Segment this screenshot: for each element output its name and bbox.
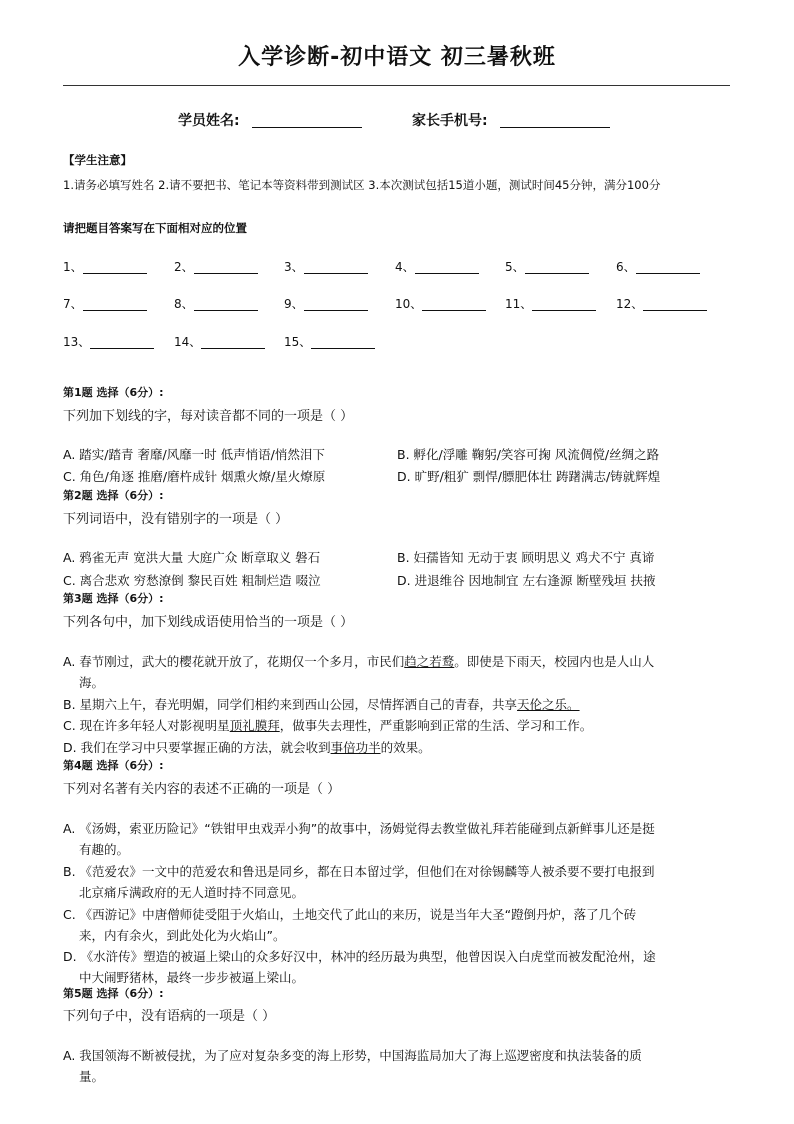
student-name-label: 学员姓名: [178, 113, 240, 129]
option-c: C. 现在许多年轻人对影视明星顶礼膜拜，做事失去理性，严重影响到正常的生活、学习和工作。 [63, 718, 593, 733]
answer-slot[interactable]: 8、 [174, 295, 258, 312]
answer-slot[interactable]: 6、 [616, 258, 700, 275]
notice-heading: 【学生注意】 [63, 153, 132, 167]
question-header: 第4题 选择（6分）: [63, 759, 164, 772]
question-header: 第1题 选择（6分）: [63, 386, 164, 399]
option-a: A. 《汤姆，索亚历险记》“铁钳甲虫戏弄小狗”的故事中，汤姆觉得去教堂做礼拜若能碰到点新鲜事儿还是挺 [63, 821, 655, 836]
answer-slot[interactable]: 2、 [174, 258, 258, 275]
notice-text: 1.请务必填写姓名 2.请不要把书、笔记本等资料带到测试区 3.本次测试包括15道小题，测试时间45分钟，满分100分 [63, 178, 661, 192]
option-b: B. 妇孺皆知 无动于衷 顾明思义 鸡犬不宁 真谛 [397, 550, 655, 565]
option-c-cont: 来，内有余火，到此处化为火焰山”。 [79, 928, 286, 943]
answer-slot[interactable]: 11、 [505, 295, 596, 312]
question-stem: 下列加下划线的字，每对读音都不同的一项是（ ） [63, 409, 354, 424]
answer-slot[interactable]: 13、 [63, 333, 154, 350]
answer-slot[interactable]: 4、 [395, 258, 479, 275]
option-d: D. 我们在学习中只要掌握正确的方法，就会收到事倍功半的效果。 [63, 740, 431, 755]
parent-phone-field[interactable] [500, 113, 610, 128]
underlined-idiom: 趋之若鹜 [404, 654, 455, 669]
title-divider [63, 85, 730, 86]
option-b-cont: 北京痛斥满政府的无人道时持不同意见。 [79, 885, 305, 900]
question-stem: 下列句子中，没有语病的一项是（ ） [63, 1009, 276, 1024]
answer-slot[interactable]: 14、 [174, 333, 265, 350]
page-title: 入学诊断-初中语文 初三暑秋班 [238, 45, 556, 70]
answer-slot[interactable]: 9、 [284, 295, 368, 312]
student-name-row [178, 110, 362, 130]
option-a-cont: 海。 [79, 675, 105, 690]
option-a: A. 鸦雀无声 宽洪大量 大庭广众 断章取义 磐石 [63, 550, 321, 565]
underlined-idiom: 顶礼膜拜 [229, 718, 280, 733]
option-d: D. 旷野/粗犷 剽悍/膘肥体壮 踌躇满志/铸就辉煌 [397, 469, 661, 484]
option-a-cont: 量。 [79, 1069, 105, 1084]
answer-slot[interactable]: 1、 [63, 258, 147, 275]
question-header: 第2题 选择（6分）: [63, 489, 164, 502]
option-c: C. 《西游记》中唐僧师徒受阻于火焰山，土地交代了此山的来历，说是当年大圣“蹬倒丹炉，落了几个砖 [63, 907, 637, 922]
option-a-cont: 有趣的。 [79, 842, 130, 857]
option-a: A. 踏实/踏青 奢靡/风靡一时 低声悄语/悄然泪下 [63, 447, 325, 462]
option-d-cont: 中大闹野猪林，最终一步步被逼上梁山。 [79, 970, 305, 985]
option-c: C. 角色/角逐 推磨/磨杵成针 烟熏火燎/星火燎原 [63, 469, 326, 484]
option-b: B. 《范爱农》一文中的范爱农和鲁迅是同乡，都在日本留过学，但他们在对徐锡麟等人被杀要不要打电报到 [63, 864, 655, 879]
answer-slot[interactable]: 5、 [505, 258, 589, 275]
option-b: B. 星期六上午，春光明媚，同学们相约来到西山公园，尽情挥洒自己的青春，共享天伦之乐。 [63, 697, 580, 712]
answer-slot[interactable]: 3、 [284, 258, 368, 275]
student-name-field[interactable] [252, 113, 362, 128]
parent-phone-label: 家长手机号: [412, 113, 488, 129]
option-a: A. 春节刚过，武大的樱花就开放了，花期仅一个多月，市民们趋之若鹜。即使是下雨天，校园内也是人山人 [63, 654, 655, 669]
answer-slot[interactable]: 7、 [63, 295, 147, 312]
question-header: 第5题 选择（6分）: [63, 987, 164, 1000]
option-d: D. 《水浒传》塑造的被逼上梁山的众多好汉中，林冲的经历最为典型，他曾因误入白虎堂而被发配沧州，途 [63, 949, 656, 964]
underlined-idiom: 事倍功半 [330, 740, 381, 755]
answer-instruction: 请把题目答案写在下面相对应的位置 [63, 221, 247, 235]
question-stem: 下列对名著有关内容的表述不正确的一项是（ ） [63, 782, 341, 797]
option-c: C. 离合悲欢 穷愁潦倒 黎民百姓 粗制烂造 啜泣 [63, 573, 321, 588]
answer-slot[interactable]: 10、 [395, 295, 486, 312]
answer-slot[interactable]: 12、 [616, 295, 707, 312]
option-b: B. 孵化/浮雕 鞠躬/笑容可掬 风流倜傥/丝绸之路 [397, 447, 660, 462]
underlined-idiom: 天伦之乐。 [517, 697, 580, 712]
question-stem: 下列词语中，没有错别字的一项是（ ） [63, 512, 289, 527]
question-header: 第3题 选择（6分）: [63, 592, 164, 605]
parent-phone-row [412, 110, 610, 130]
option-a: A. 我国领海不断被侵扰，为了应对复杂多变的海上形势，中国海监局加大了海上巡逻密度和执法装备的质 [63, 1048, 642, 1063]
question-stem: 下列各句中，加下划线成语使用恰当的一项是（ ） [63, 615, 354, 630]
answer-slot[interactable]: 15、 [284, 333, 375, 350]
option-d: D. 进退维谷 因地制宜 左右逢源 断壁残垣 扶掖 [397, 573, 656, 588]
